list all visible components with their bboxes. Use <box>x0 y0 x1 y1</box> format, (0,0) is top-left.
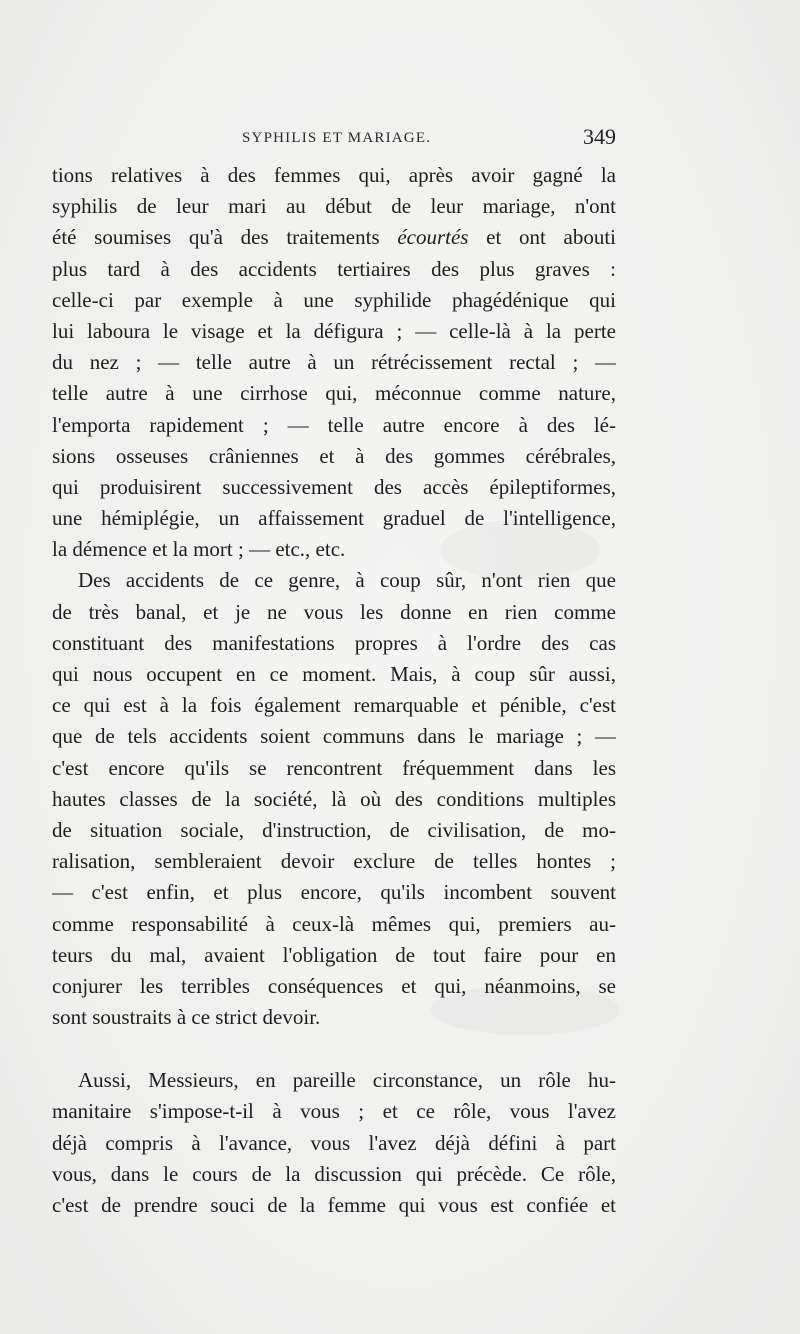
text-line: de situation sociale, d'instruction, de civilisation, de mo- <box>52 817 616 842</box>
paragraph-3 <box>52 1065 616 1221</box>
page-number: 349 <box>583 124 616 149</box>
text-line: qui nous occupent en ce moment. Mais, à coup sûr aussi, <box>52 662 616 686</box>
text-line: teurs du mal, avaient l'obligation de tout faire pour en <box>52 942 616 967</box>
text-line: la démence et la mort ; — etc., etc. <box>52 537 346 562</box>
text-line: ce qui est à la fois également remarquable et pénible, c'est <box>52 693 616 718</box>
body-text <box>52 160 616 1221</box>
text-line: de très banal, et je ne vous les donne en rien comme <box>52 599 616 624</box>
text-line: c'est de prendre souci de la femme qui vous est confiée et <box>52 1193 616 1217</box>
text-line: une hémiplégie, un affaissement graduel de l'intelligence, <box>52 506 616 531</box>
text-line: que de tels accidents soient communs dans le mariage ; — <box>52 724 616 749</box>
text-line: été soumises qu'à des traitements écourtés et ont abouti <box>52 225 616 250</box>
paragraph-1 <box>52 160 616 565</box>
text-line: sont soustraits à ce strict devoir. <box>52 1005 321 1030</box>
text-line: telle autre à une cirrhose qui, méconnue comme nature, <box>52 381 616 406</box>
text-line: Aussi, Messieurs, en pareille circonstance, un rôle hu- <box>78 1068 616 1093</box>
text-line: plus tard à des accidents tertiaires des plus graves : <box>52 256 616 281</box>
text-line: — c'est enfin, et plus encore, qu'ils incombent souvent <box>52 880 616 905</box>
page-header <box>52 124 616 154</box>
text-line: vous, dans le cours de la discussion qui précède. Ce rôle, <box>52 1161 616 1186</box>
paragraph-gap <box>52 1033 616 1065</box>
text-line: l'emporta rapidement ; — telle autre encore à des lé- <box>52 412 616 437</box>
text-line: déjà compris à l'avance, vous l'avez déjà défini à part <box>52 1130 616 1155</box>
text-line: du nez ; — telle autre à un rétrécissement rectal ; — <box>52 350 616 375</box>
text-line: sions osseuses crâniennes et à des gommes cérébrales, <box>52 443 616 468</box>
text-line: syphilis de leur mari au début de leur mariage, n'ont <box>52 194 616 219</box>
text-line: lui laboura le visage et la défigura ; — celle-là à la perte <box>52 318 616 343</box>
text-line: Des accidents de ce genre, à coup sûr, n'ont rien que <box>78 568 616 593</box>
text-line: ralisation, sembleraient devoir exclure de telles hontes ; <box>52 849 616 874</box>
text-line: hautes classes de la société, là où des conditions multiples <box>52 786 616 811</box>
text-line: comme responsabilité à ceux-là mêmes qui, premiers au- <box>52 911 616 936</box>
text-line: constituant des manifestations propres à l'ordre des cas <box>52 630 616 655</box>
text-line: celle-ci par exemple à une syphilide phagédénique qui <box>52 287 616 312</box>
text-line: conjurer les terribles conséquences et qui, néanmoins, se <box>52 973 616 998</box>
text-line: c'est encore qu'ils se rencontrent fréquemment dans les <box>52 755 616 780</box>
text-line: manitaire s'impose-t-il à vous ; et ce rôle, vous l'avez <box>52 1099 616 1124</box>
text-line: qui produisirent successivement des accès épileptiformes, <box>52 474 616 499</box>
text-line: tions relatives à des femmes qui, après avoir gagné la <box>52 163 616 187</box>
paragraph-2 <box>52 565 616 1033</box>
running-title: SYPHILIS ET MARIAGE. <box>242 130 432 146</box>
emphasized-word: écourtés <box>397 225 469 250</box>
